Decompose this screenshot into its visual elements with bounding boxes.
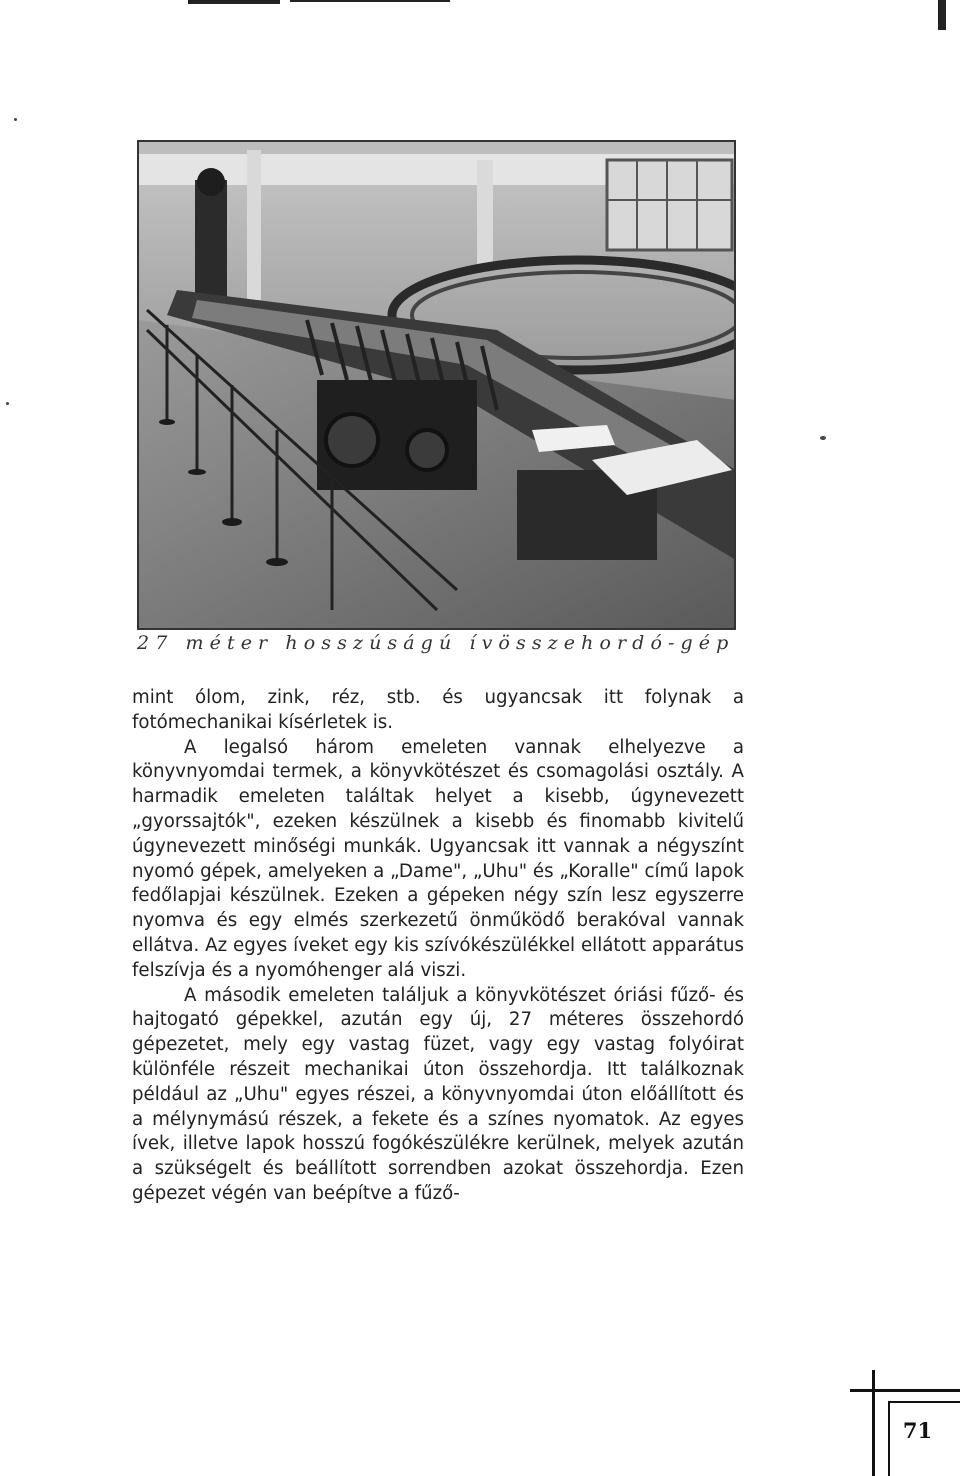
paragraph-1: mint ólom, zink, réz, stb. és ugyancsak itt folynak a fotómechanikai kísérletek is. bbox=[132, 687, 744, 733]
photo-caption: 27 méter hosszúságú ívösszehordó-gép bbox=[137, 632, 735, 654]
corner-rule-vertical bbox=[872, 1370, 875, 1476]
corner-rule-horizontal-inner bbox=[888, 1401, 960, 1403]
page-number: 71 bbox=[902, 1418, 933, 1443]
top-rule-right bbox=[938, 0, 946, 30]
top-rule-left bbox=[188, 0, 280, 4]
paragraph-2: A legalsó három emeleten vannak elhelyezve a könyvnyomdai termek, a könyvkötészet és csomagolási osztály. A harmadik emeleten találtak helyet a kisebb, úgynevezett „gyorssajtók", ezeken készülnek a kisebb és finomabb kivitelű úgynevezett minőségi munkák. Ugyancsak itt vannak a négyszínt nyomó gépek, amelyeken a „Dame", „Uhu" és „Koralle" című lapok fedőlapjai készülnek. Ezeken a gépeken négy szín lesz egyszerre nyomva és egy elmés szerkezetű önműködő berakóval vannak ellátva. Az egyes íveket egy kis szívókészülékkel ellátott apparátus felszívja és a nyomóhenger alá viszi. bbox=[132, 736, 744, 981]
scan-speck bbox=[6, 402, 9, 405]
paragraph-3: A második emeleten találjuk a könyvkötészet óriási fűző- és hajtogató gépekkel, azután egy új, 27 méteres összehordó gépezetet, mely egy vastag füzet, vagy egy vastag folyóirat különféle részeit mechanikai úton összehordja. Itt találkoznak például az „Uhu" egyes részei, a könyvnyomdai úton előállított és a mélynymású részek, a fekete és a színes nyomatok. Az egyes ívek, illetve lapok hosszú fogókészülékre kerülnek, melyek azután a szükségelt és beállított sorrendben azokat összehordja. Ezen gépezet végén van beépítve a fűző- bbox=[132, 984, 744, 1204]
scan-speck bbox=[820, 436, 826, 440]
photograph-collating-machine bbox=[137, 140, 736, 630]
top-rule-mid bbox=[290, 0, 450, 2]
corner-rule-horizontal bbox=[850, 1389, 960, 1392]
scan-speck bbox=[14, 118, 17, 121]
body-text bbox=[132, 686, 744, 1207]
